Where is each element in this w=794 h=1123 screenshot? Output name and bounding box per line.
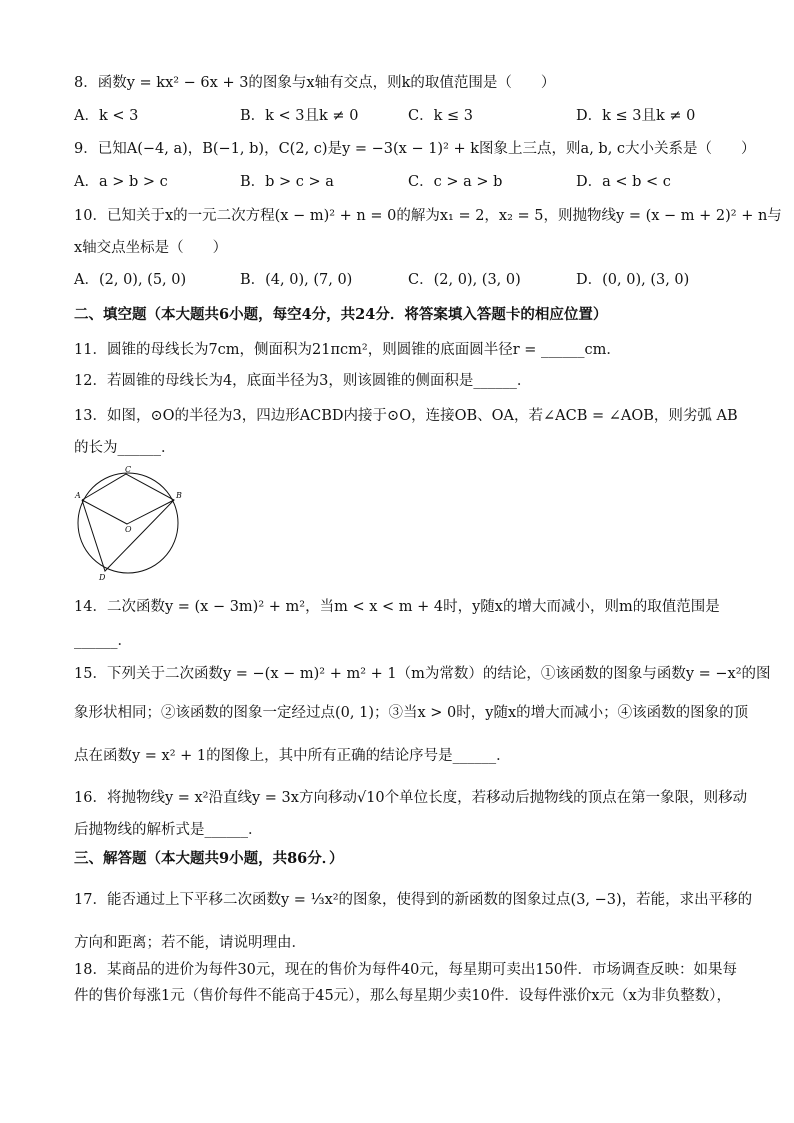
q8-option-b: B．k < 3且k ≠ 0 xyxy=(240,108,359,124)
label-a: A xyxy=(75,491,81,500)
q9-stem: 9．已知A(−4, a)，B(−1, b)，C(2, c)是y = −3(x − 1)² + k图象上三点，则a, b, c大小关系是（ ） xyxy=(74,141,756,157)
q9-option-c: C．c > a > b xyxy=(408,174,503,190)
circle-figure xyxy=(70,466,190,582)
q9-options xyxy=(74,171,754,193)
q10-options xyxy=(74,269,754,291)
q17-line2: 方向和距离；若不能，请说明理由． xyxy=(74,935,306,951)
q9-option-b: B．b > c > a xyxy=(240,174,334,190)
quadrilateral-acbd xyxy=(82,474,174,571)
q15-line3: 点在函数y = x² + 1的图像上，其中所有正确的结论序号是______． xyxy=(74,748,511,764)
q11: 11．圆锥的母线长为7cm，侧面积为21πcm²，则圆锥的底面圆半径r = ______cm． xyxy=(74,342,621,358)
q9-option-a: A．a > b > c xyxy=(74,174,168,190)
radii-oa-ob xyxy=(82,500,174,524)
label-c: C xyxy=(125,466,132,474)
q15-line1: 15．下列关于二次函数y = −(x − m)² + m² + 1（m为常数）的结论，①该函数的图象与函数y = −x²的图 xyxy=(74,666,771,682)
q8-stem: 8．函数y = kx² − 6x + 3的图象与x轴有交点，则k的取值范围是（ ） xyxy=(74,75,556,91)
q8-option-a: A．k < 3 xyxy=(74,108,139,124)
q9-option-d: D．a < b < c xyxy=(576,174,671,190)
q10-stem-line2: x轴交点坐标是（ ） xyxy=(74,240,228,256)
q14-line1: 14．二次函数y = (x − 3m)² + m²，当m < x < m + 4时，y随x的增大而减小，则m的取值范围是 xyxy=(74,599,720,615)
q18-line1: 18．某商品的进价为每件30元，现在的售价为每件40元，每星期可卖出150件．市场调查反映：如果每 xyxy=(74,962,738,978)
q8-options xyxy=(74,105,754,127)
label-b: B xyxy=(176,491,182,500)
q10-option-b: B．(4, 0), (7, 0) xyxy=(240,272,353,288)
q13-line1: 13．如图，⊙O的半径为3，四边形ACBD内接于⊙O，连接OB、OA，若∠ACB = ∠AOB，则劣弧 AB xyxy=(74,408,738,424)
q18-line2: 件的售价每涨1元（售价每件不能高于45元），那么每星期少卖10件．设每件涨价x元（x为非负整数）， xyxy=(74,988,731,1004)
q10-option-c: C．(2, 0), (3, 0) xyxy=(408,272,521,288)
label-o: O xyxy=(125,525,132,534)
q16-line1: 16．将抛物线y = x²沿直线y = 3x方向移动√10个单位长度，若移动后抛物线的顶点在第一象限，则移动 xyxy=(74,790,748,806)
section-3-heading: 三、解答题（本大题共9小题，共86分．） xyxy=(74,850,344,867)
q15-line2: 象形状相同；②该函数的图象一定经过点(0, 1)；③当x > 0时，y随x的增大而减小；④该函数的图象的顶 xyxy=(74,705,749,721)
q12: 12．若圆锥的母线长为4，底面半径为3，则该圆锥的侧面积是______． xyxy=(74,373,532,389)
q8-option-c: C．k ≤ 3 xyxy=(408,108,473,124)
q10-option-a: A．(2, 0), (5, 0) xyxy=(74,272,187,288)
q13-line2: 的长为______． xyxy=(74,440,176,456)
q16-line2: 后抛物线的解析式是______． xyxy=(74,822,263,838)
q17-line1: 17．能否通过上下平移二次函数y = ⅓x²的图象，使得到的新函数的图象过点(3, −3)，若能，求出平移的 xyxy=(74,892,753,908)
label-d: D xyxy=(99,573,106,582)
q10-stem-line1: 10．已知关于x的一元二次方程(x − m)² + n = 0的解为x₁ = 2，x₂ = 5，则抛物线y = (x − m + 2)² + n与 xyxy=(74,208,782,224)
q14-line2: ______． xyxy=(74,633,132,649)
section-2-heading: 二、填空题（本大题共6小题，每空4分，共24分．将答案填入答题卡的相应位置） xyxy=(74,306,608,323)
q10-option-d: D．(0, 0), (3, 0) xyxy=(576,272,690,288)
q8-option-d: D．k ≤ 3且k ≠ 0 xyxy=(576,108,696,124)
